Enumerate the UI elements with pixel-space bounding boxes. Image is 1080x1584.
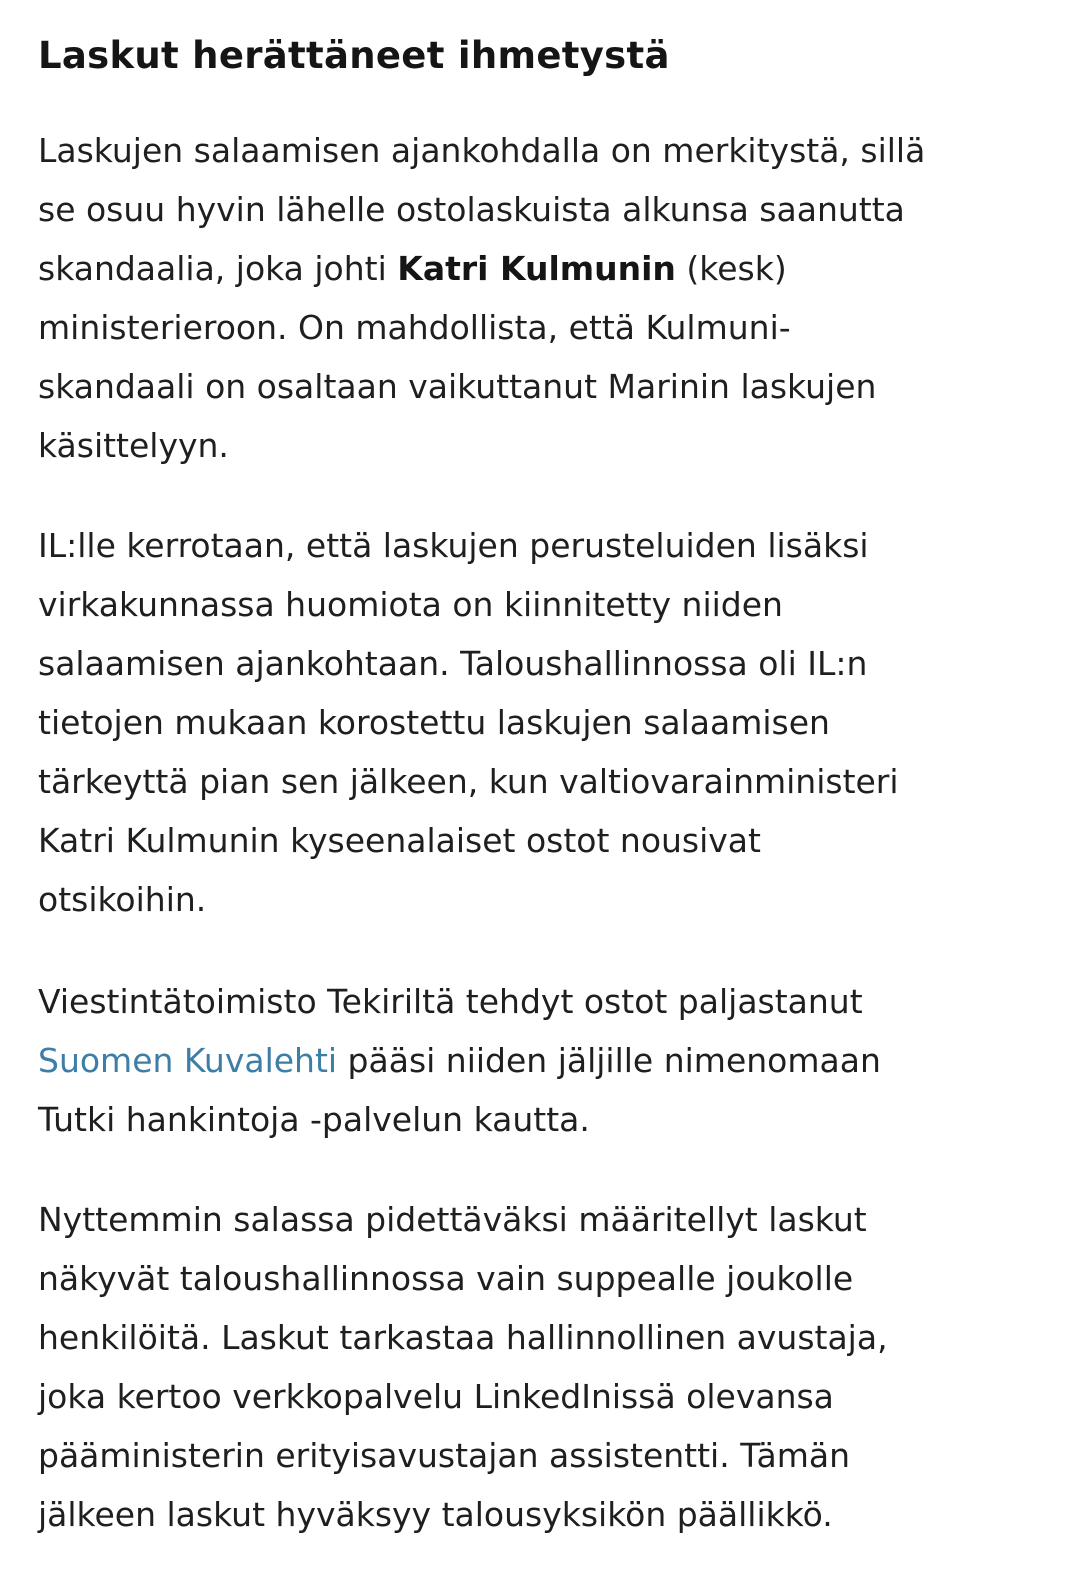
paragraph-4-line-2: näkyvät taloushallinnossa vain suppealle joukolle bbox=[38, 1259, 854, 1298]
paragraph-2-line-1: IL:lle kerrotaan, että laskujen perusteluiden lisäksi bbox=[38, 526, 869, 565]
person-name-bold: Katri Kulmunin bbox=[397, 249, 676, 288]
paragraph-3-line-1: Viestintätoimisto Tekiriltä tehdyt ostot paljastanut bbox=[38, 982, 863, 1021]
paragraph-1-line-3a: skandaalia, joka johti bbox=[38, 249, 398, 288]
paragraph-2-line-2: virkakunnassa huomiota on kiinnitetty niiden bbox=[38, 585, 783, 624]
paragraph-3-line-2: pääsi niiden jäljille nimenomaan bbox=[337, 1041, 881, 1080]
paragraph-2-line-4: tietojen mukaan korostettu laskujen salaamisen bbox=[38, 703, 830, 742]
suomen-kuvalehti-link[interactable]: Suomen Kuvalehti bbox=[38, 1041, 338, 1080]
paragraph-2-line-3: salaamisen ajankohtaan. Taloushallinnossa oli IL:n bbox=[38, 644, 868, 683]
paragraph-1-line-3c: (kesk) bbox=[675, 249, 787, 288]
paragraph-2-line-6: Katri Kulmunin kyseenalaiset ostot nousivat bbox=[38, 821, 761, 860]
paragraph-4-line-3: henkilöitä. Laskut tarkastaa hallinnollinen avustaja, bbox=[38, 1318, 888, 1357]
paragraph-2 bbox=[38, 516, 899, 929]
paragraph-1 bbox=[38, 121, 925, 475]
article-body bbox=[38, 26, 1048, 1534]
paragraph-4-line-5: pääministerin erityisavustajan assistentti. Tämän bbox=[38, 1436, 851, 1475]
paragraph-1-line-4: ministerieroon. On mahdollista, että Kulmuni- bbox=[38, 308, 791, 347]
paragraph-4-line-4: joka kertoo verkkopalvelu LinkedInissä olevansa bbox=[38, 1377, 834, 1416]
section-heading: Laskut herättäneet ihmetystä bbox=[38, 34, 670, 77]
paragraph-3-line-3: Tutki hankintoja -palvelun kautta. bbox=[38, 1100, 590, 1139]
paragraph-2-line-7: otsikoihin. bbox=[38, 880, 207, 919]
paragraph-2-line-5: tärkeyttä pian sen jälkeen, kun valtiovarainministeri bbox=[38, 762, 899, 801]
paragraph-1-line-2: se osuu hyvin lähelle ostolaskuista alkunsa saanutta bbox=[38, 190, 905, 229]
paragraph-4 bbox=[38, 1190, 888, 1544]
paragraph-4-line-6: jälkeen laskut hyväksyy talousyksikön päällikkö. bbox=[38, 1495, 833, 1534]
paragraph-1-line-1: Laskujen salaamisen ajankohdalla on merkitystä, sillä bbox=[38, 131, 926, 170]
paragraph-4-line-1: Nyttemmin salassa pidettäväksi määritellyt laskut bbox=[38, 1200, 867, 1239]
paragraph-1-line-5: skandaali on osaltaan vaikuttanut Marinin laskujen bbox=[38, 367, 877, 406]
paragraph-1-line-6: käsittelyyn. bbox=[38, 426, 229, 465]
paragraph-3 bbox=[38, 972, 881, 1149]
